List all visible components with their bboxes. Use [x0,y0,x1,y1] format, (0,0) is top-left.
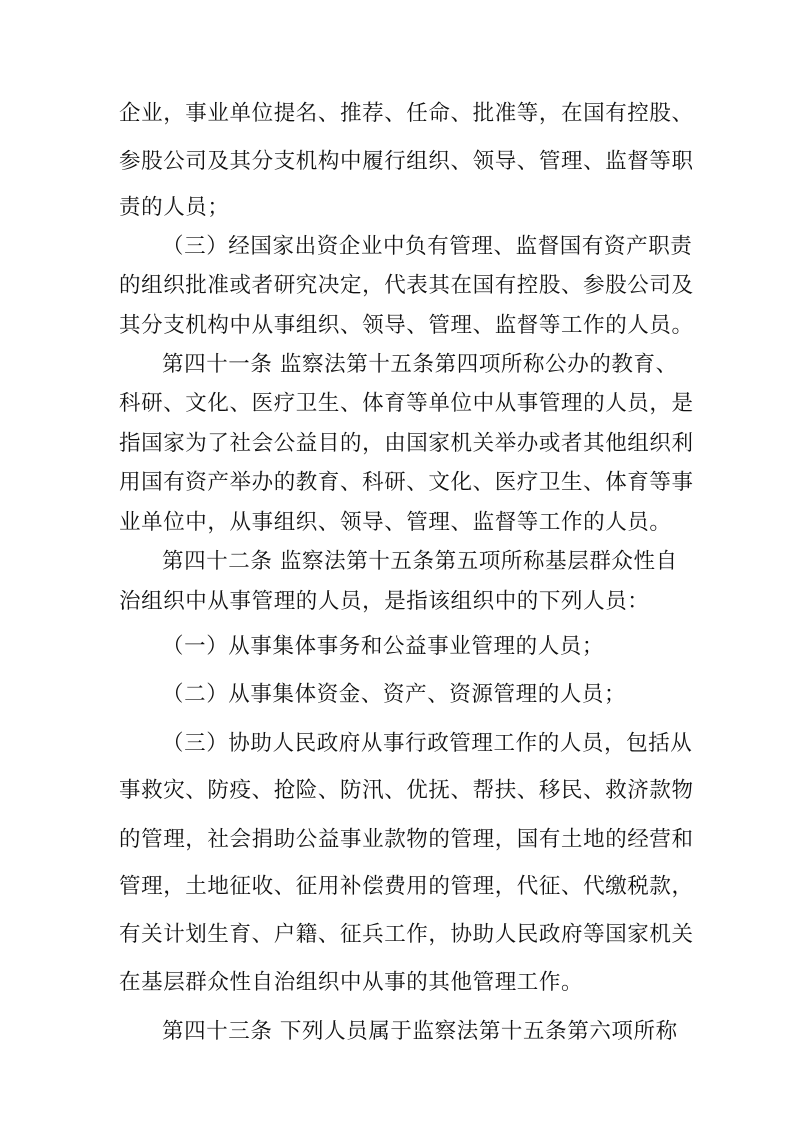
text-line: 事救灾、防疫、抢险、防汛、优抚、帮扶、移民、救济款物 [119,778,694,803]
text-line: 参股公司及其分支机构中履行组织、领导、管理、监督等职 [119,149,694,174]
text-line: 其分支机构中从事组织、领导、管理、监督等工作的人员。 [119,313,694,338]
text-line: （三）经国家出资企业中负有管理、监督国有资产职责 [162,234,693,259]
text-line: 企业，事业单位提名、推荐、任命、批准等，在国有控股、 [119,101,694,126]
text-line: 指国家为了社会公益目的，由国家机关举办或者其他组织利 [119,431,694,456]
text-line: 有关计划生育、户籍、征兵工作，协助人民政府等国家机关 [119,922,694,947]
article-heading-43: 第四十三条 下列人员属于监察法第十五条第六项所称 [162,1019,678,1044]
text-line: 业单位中，从事组织、领导、管理、监督等工作的人员。 [119,510,672,535]
text-line: 的组织批准或者研究决定，代表其在国有控股、参股公司及 [119,273,694,298]
text-line: 在基层群众性自治组织中从事的其他管理工作。 [119,970,584,995]
text-line: 责的人员； [119,195,230,220]
text-line: （一）从事集体事务和公益事业管理的人员； [162,634,605,659]
text-line: 用国有资产举办的教育、科研、文化、医疗卫生、体育等事 [119,470,694,495]
article-heading-42: 第四十二条 监察法第十五条第五项所称基层群众性自 [162,549,678,574]
text-line: 科研、文化、医疗卫生、体育等单位中从事管理的人员，是 [119,391,694,416]
text-line: （三）协助人民政府从事行政管理工作的人员，包括从 [162,731,693,756]
text-line: （二）从事集体资金、资产、资源管理的人员； [162,682,627,707]
text-line: 治组织中从事管理的人员，是指该组织中的下列人员： [119,589,650,614]
article-heading-41: 第四十一条 监察法第十五条第四项所称公办的教育、 [162,352,678,377]
text-line: 管理，土地征收、征用补偿费用的管理，代征、代缴税款， [119,874,694,899]
text-line: 的管理，社会捐助公益事业款物的管理，国有土地的经营和 [119,827,694,852]
